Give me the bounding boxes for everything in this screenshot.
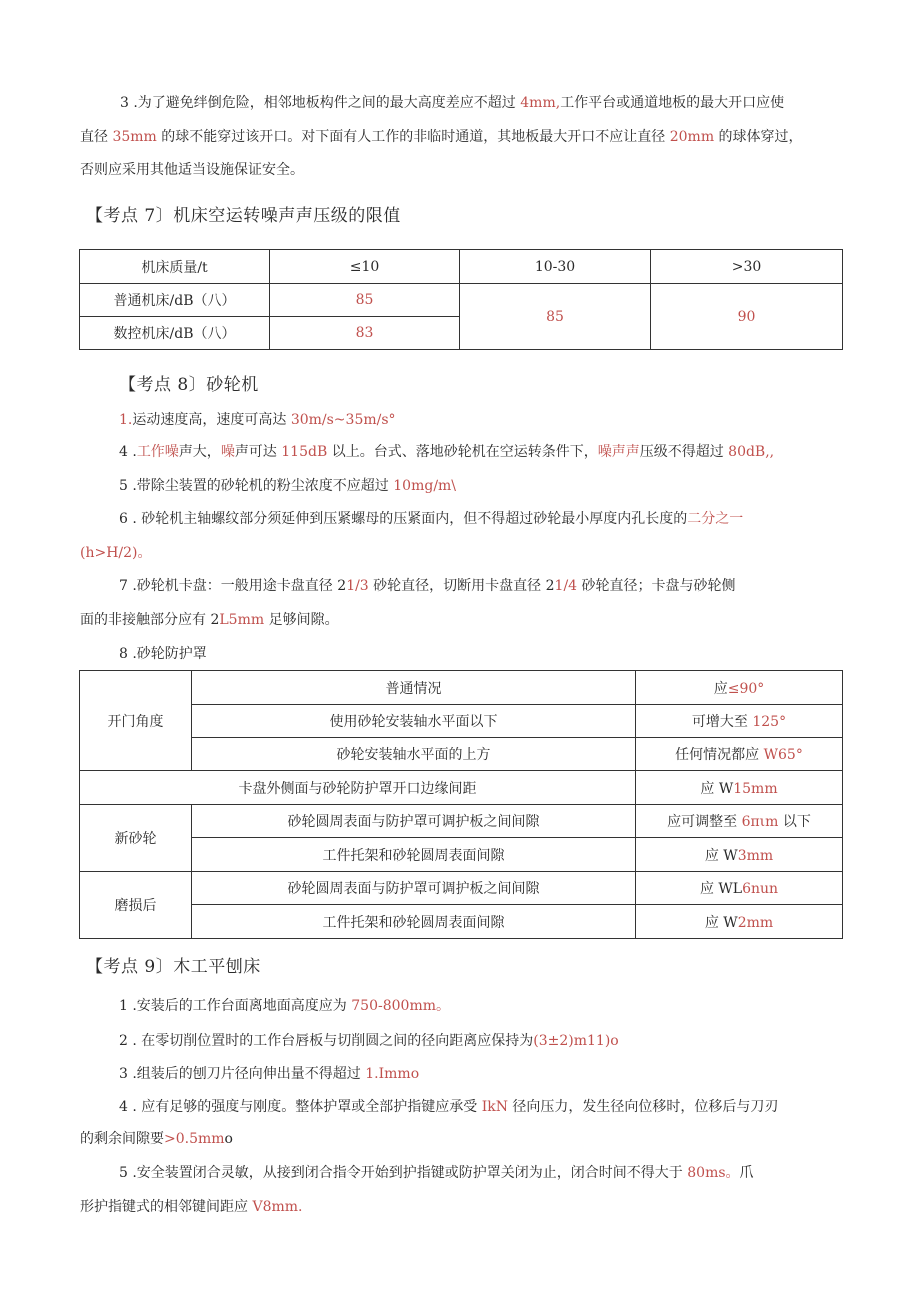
row-b1-value: 应 W15mm	[636, 771, 843, 805]
row-a3-value: 任何情况都应 W65°	[636, 738, 843, 771]
row-d2-value: 应 W2mm	[636, 905, 843, 939]
cell-ordinary-le10: 85	[270, 284, 460, 317]
group-new-wheel: 新砂轮	[80, 805, 192, 872]
k8-item7-line1: 7 .砂轮机卡盘：一般用途卡盘直径 21/3 砂轮直径，切断用卡盘直径 21/4 砂轮直径；卡盘与砂轮侧	[119, 578, 736, 594]
row-c2-value: 应 W3mm	[636, 838, 843, 872]
guard-table	[79, 670, 843, 939]
k9-item4-line1: 4 . 应有足够的强度与刚度。整体护罩或全部护指键应承受 IkN 径向压力，发生径向位移时，位移后与刀刃	[119, 1099, 779, 1115]
row-a1-value: 应≤90°	[636, 671, 843, 705]
row-c1-label: 砂轮圆周表面与防护罩可调护板之间间隙	[192, 805, 636, 838]
group-worn: 磨损后	[80, 872, 192, 939]
heading-k8: 【考点 8〕砂轮机	[119, 375, 259, 395]
row-d1-label: 砂轮圆周表面与防护罩可调护板之间间隙	[192, 872, 636, 905]
k8-item8: 8 .砂轮防护罩	[119, 646, 207, 662]
row-d2-label: 工件托架和砂轮圆周表面间隙	[192, 905, 636, 939]
k8-item1: 1.运动速度高，速度可高达 30m∕s~35m∕s°	[119, 412, 396, 428]
cell-cnc-le10: 83	[270, 317, 460, 350]
row-a2-value: 可增大至 125°	[636, 705, 843, 738]
k9-item3: 3 .组装后的刨刀片径向伸出量不得超过 1.Immo	[119, 1066, 420, 1082]
noise-limit-table	[79, 249, 843, 350]
col-header-mass: 机床质量/t	[80, 250, 270, 284]
row-b1-label: 卡盘外侧面与砂轮防护罩开口边缘间距	[80, 771, 636, 805]
row-a3-label: 砂轮安装轴水平面的上方	[192, 738, 636, 771]
k9-item5-line1: 5 .安全装置闭合灵敏，从接到闭合指令开始到护指键或防护罩关闭为止，闭合时间不得大于 80ms。爪	[119, 1165, 754, 1181]
group-open-angle: 开门角度	[80, 671, 192, 771]
row-label-cnc: 数控机床/dB（八）	[80, 317, 270, 350]
para3-line3: 否则应采用其他适当设施保证安全。	[80, 162, 304, 178]
row-c2-label: 工件托架和砂轮圆周表面间隙	[192, 838, 636, 872]
para3-line1: 3 .为了避免绊倒危险，相邻地板构件之间的最大高度差应不超过 4mm,工作平台或通道地板的最大开口应使	[120, 95, 785, 111]
para3-line2: 直径 35mm 的球不能穿过该开口。对下面有人工作的非临时通道，其地板最大开口不应让直径 20mm 的球体穿过，	[80, 129, 803, 145]
k8-item7-line2: 面的非接触部分应有 2L5mm 足够间隙。	[80, 612, 339, 628]
k9-item4-line2: 的剩余间隙要>0.5mmo	[80, 1131, 233, 1147]
row-label-ordinary: 普通机床/dB（八）	[80, 284, 270, 317]
k9-item1: 1 .安装后的工作台面离地面高度应为 750-800mm。	[119, 998, 450, 1014]
col-header-gt30: >30	[651, 250, 843, 284]
row-d1-value: 应 WL6nun	[636, 872, 843, 905]
col-header-10-30: 10-30	[460, 250, 651, 284]
k9-item2: 2 . 在零切削位置时的工作台唇板与切削圆之间的径向距离应保持为(3±2)m11)o	[119, 1033, 619, 1049]
heading-k9: 【考点 9〕木工平刨床	[86, 957, 261, 977]
k9-item5-line2: 形护指键式的相邻键间距应 V8mm.	[80, 1199, 303, 1215]
k8-item6-line1: 6 . 砂轮机主轴螺纹部分须延伸到压紧螺母的压紧面内，但不得超过砂轮最小厚度内孔长度的二分之一	[119, 511, 744, 527]
col-header-le10: ≤10	[270, 250, 460, 284]
k8-item5: 5 .带除尘装置的砂轮机的粉尘浓度不应超过 10mg∕m\	[119, 478, 457, 494]
cell-10-30: 85	[460, 284, 651, 350]
k8-item6-line2: (h>H∕2)。	[80, 545, 152, 561]
cell-gt30: 90	[651, 284, 843, 350]
row-c1-value: 应可调整至 6πιm 以下	[636, 805, 843, 838]
heading-k7: 【考点 7〕机床空运转噪声声压级的限值	[86, 206, 401, 226]
k8-item4: 4 .工作噪声大，噪声可达 115dB 以上。台式、落地砂轮机在空运转条件下，噪声声压级不得超过 80dB,,	[119, 444, 775, 460]
row-a2-label: 使用砂轮安装轴水平面以下	[192, 705, 636, 738]
row-a1-label: 普通情况	[192, 671, 636, 705]
